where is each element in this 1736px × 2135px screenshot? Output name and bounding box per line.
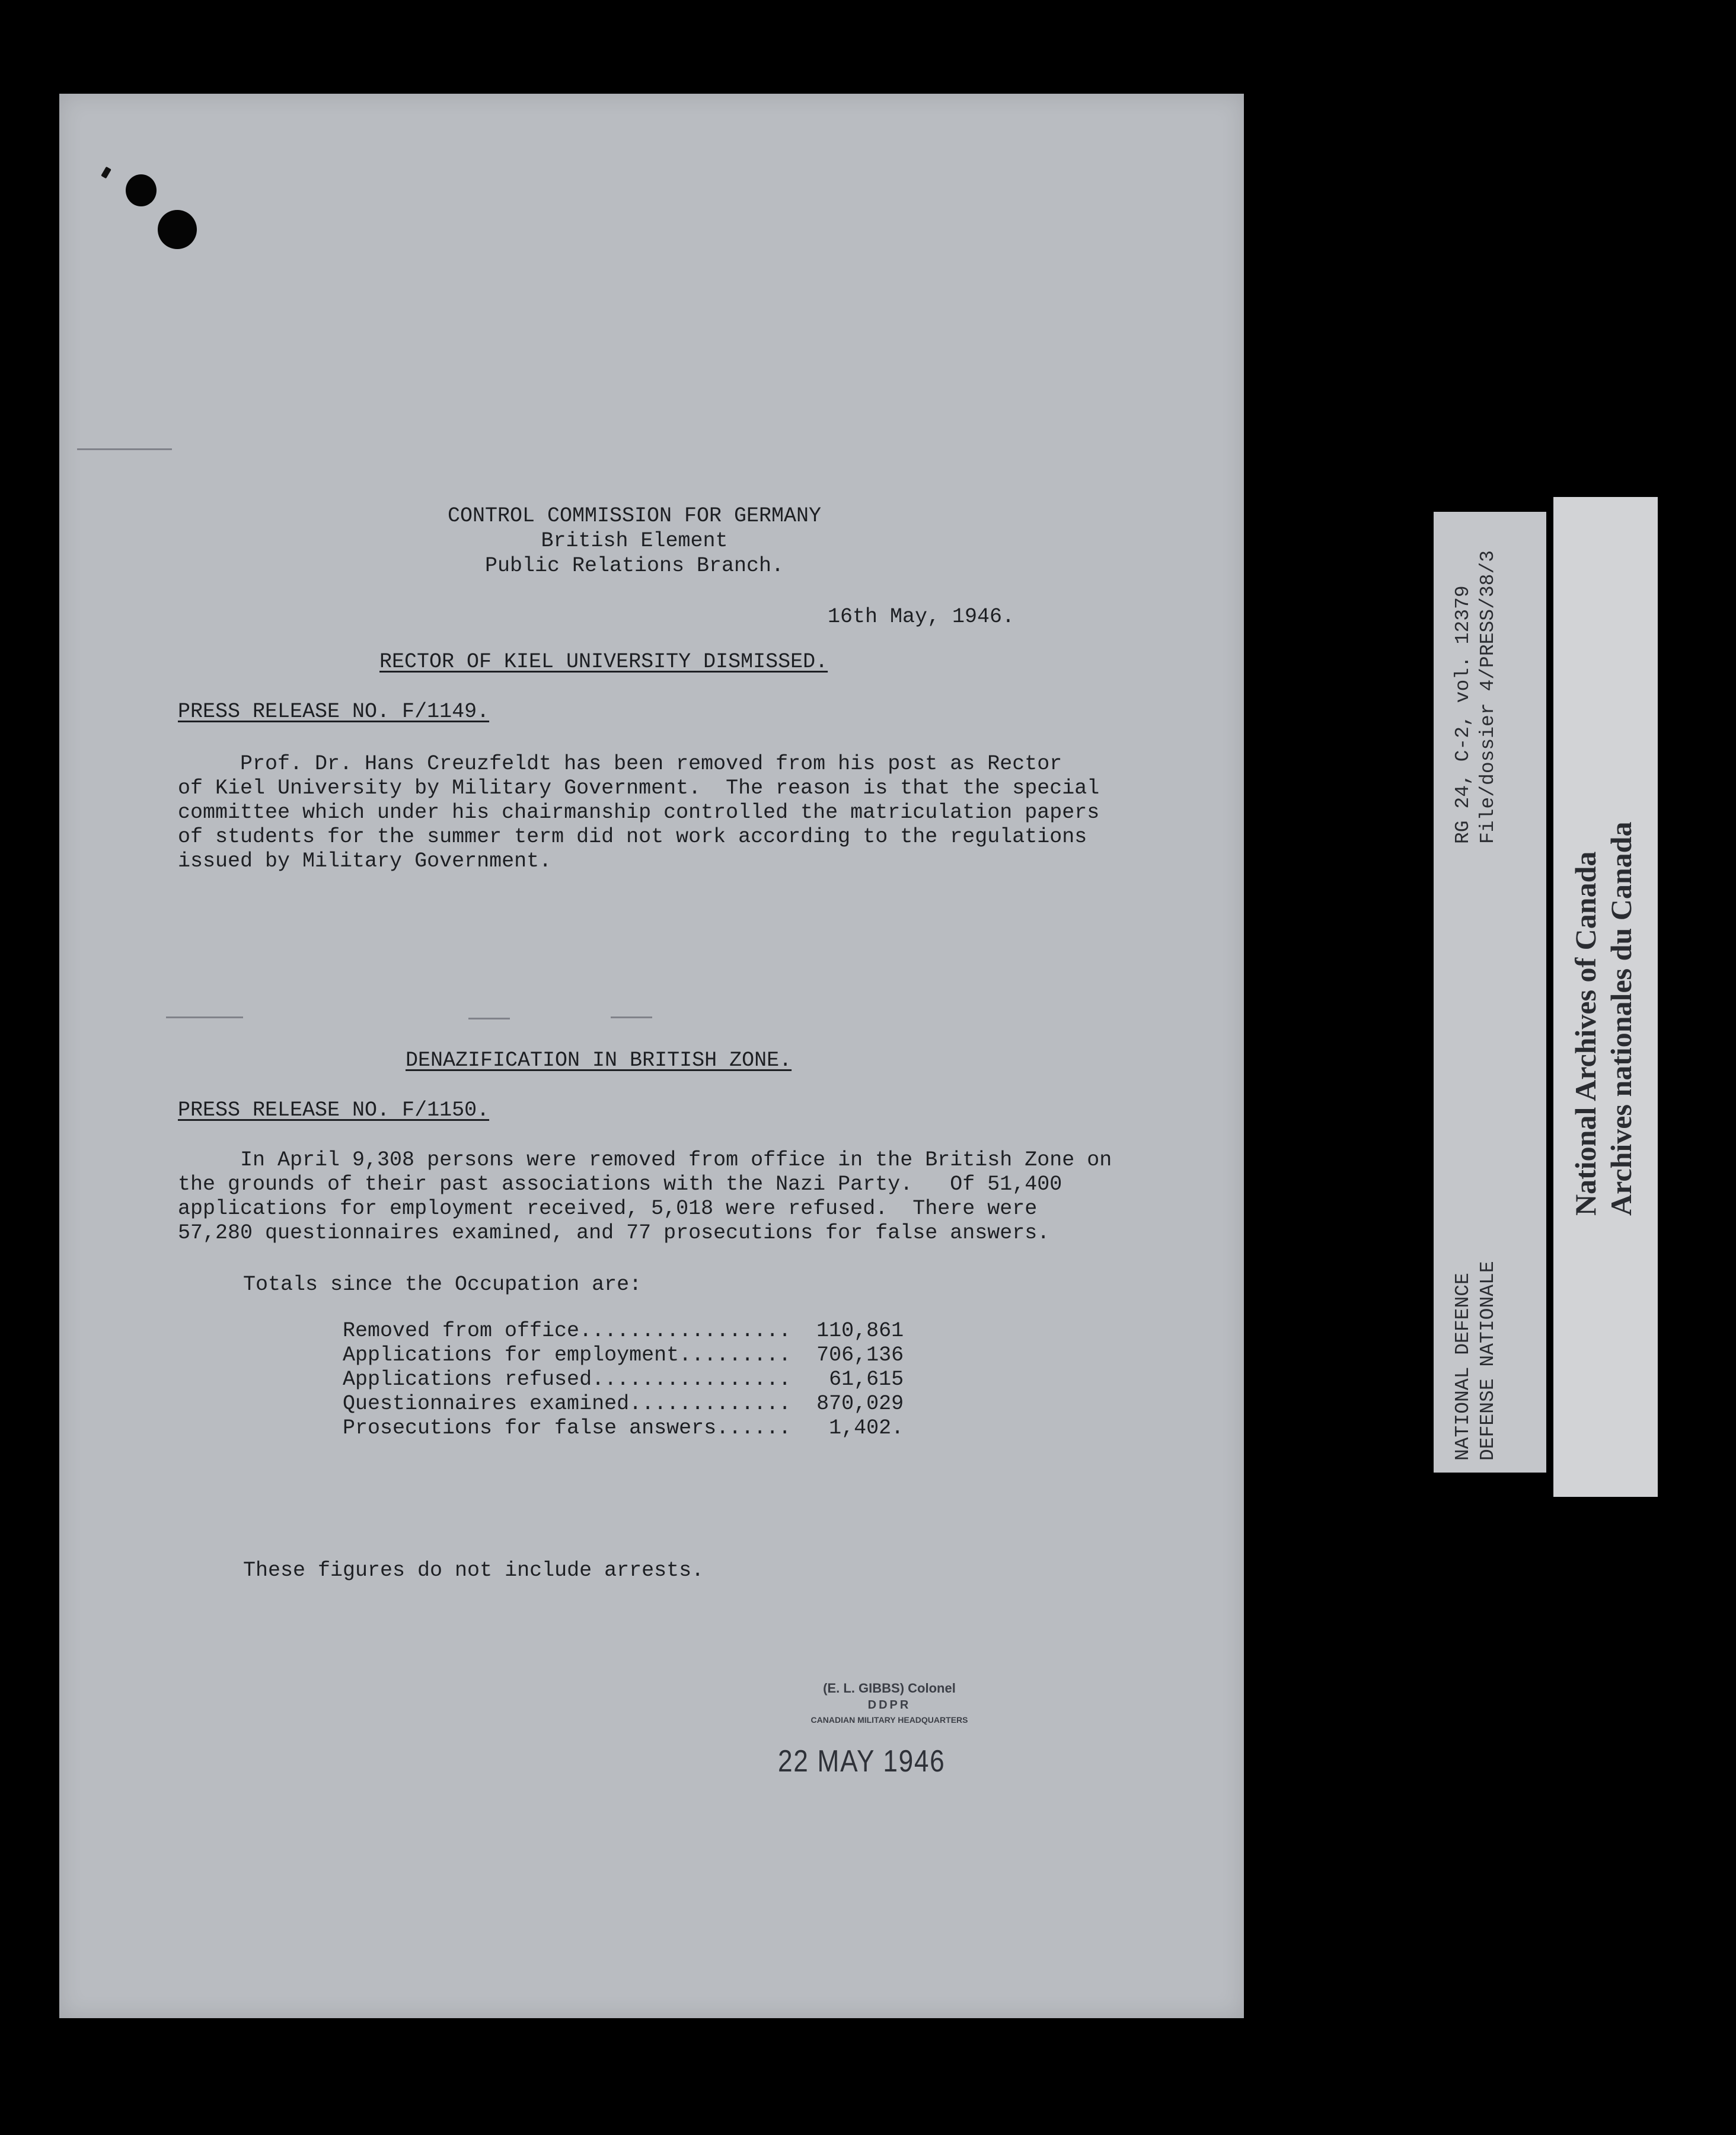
totals-value: 110,861 — [816, 1319, 904, 1343]
totals-row — [343, 1319, 904, 1343]
body-line: committee which under his chairmanship controlled the matriculation papers — [178, 801, 1100, 824]
body-line: Prof. Dr. Hans Creuzfeldt has been removed from his post as Rector — [178, 752, 1062, 776]
bleed-mark — [468, 1018, 510, 1019]
archives-en-label: National Archives of Canada — [1569, 851, 1602, 1216]
stamp-signature: (E. L. GIBBS) Colonel — [823, 1681, 956, 1696]
release2-headline: DENAZIFICATION IN BRITISH ZONE. — [406, 1049, 792, 1072]
archives-canada-strip — [1553, 497, 1658, 1497]
bleed-mark — [611, 1016, 652, 1018]
body-line: the grounds of their past associations with the Nazi Party. Of 51,400 — [178, 1172, 1062, 1196]
totals-label: Applications refused................ — [343, 1368, 792, 1391]
totals-value: 870,029 — [816, 1392, 904, 1416]
stamp-date: 22 MAY 1946 — [778, 1744, 946, 1779]
ink-mark — [101, 167, 111, 179]
archive-dept-line1: NATIONAL DEFENCE — [1452, 1273, 1474, 1461]
punch-hole-bottom — [158, 210, 197, 249]
document-page — [59, 94, 1244, 2018]
letterhead-element: British Element — [541, 529, 728, 553]
body-line: 57,280 questionnaires examined, and 77 prosecutions for false answers. — [178, 1221, 1050, 1245]
body-line: applications for employment received, 5,018 were refused. There were — [178, 1197, 1038, 1221]
body-line: In April 9,308 persons were removed from office in the British Zone on — [178, 1148, 1112, 1172]
release-date: 16th May, 1946. — [828, 605, 1015, 629]
body-line: issued by Military Government. — [178, 849, 552, 873]
totals-value: 61,615 — [829, 1368, 904, 1391]
punch-hole-top — [126, 174, 157, 206]
letterhead-branch: Public Relations Branch. — [484, 554, 784, 578]
archive-reference-strip — [1434, 512, 1546, 1473]
release1-number: PRESS RELEASE NO. F/1149. — [178, 700, 490, 724]
stamp-hq: CANADIAN MILITARY HEADQUARTERS — [810, 1715, 968, 1725]
bleed-mark — [77, 448, 172, 450]
totals-value: 706,136 — [816, 1343, 904, 1367]
totals-table — [343, 1319, 904, 1441]
totals-row — [343, 1392, 904, 1416]
archive-dept-line2: DEFENSE NATIONALE — [1477, 1261, 1499, 1461]
totals-row — [343, 1368, 904, 1392]
release2-body — [178, 1148, 1112, 1245]
letterhead-org: CONTROL COMMISSION FOR GERMANY — [447, 504, 822, 528]
totals-row — [343, 1343, 904, 1368]
totals-label: Removed from office................. — [343, 1319, 792, 1343]
totals-label: Applications for employment......... — [343, 1343, 792, 1367]
archive-reference-line2: File/dossier 4/PRESS/38/3 — [1477, 550, 1499, 844]
totals-value: 1,402. — [829, 1416, 904, 1440]
release1-headline: RECTOR OF KIEL UNIVERSITY DISMISSED. — [379, 650, 828, 674]
footnote: These figures do not include arrests. — [243, 1559, 704, 1582]
archives-fr-label: Archives nationales du Canada — [1604, 821, 1638, 1216]
body-line: of students for the summer term did not work according to the regulations — [178, 825, 1087, 849]
totals-intro: Totals since the Occupation are: — [243, 1273, 642, 1296]
archive-reference-line1: RG 24, C-2, vol. 12379 — [1452, 585, 1474, 844]
totals-label: Prosecutions for false answers...... — [343, 1416, 792, 1440]
body-line: of Kiel University by Military Government. The reason is that the special — [178, 776, 1100, 800]
bleed-mark — [166, 1016, 243, 1018]
totals-label: Questionnaires examined............. — [343, 1392, 792, 1416]
stamp-office: DDPR — [867, 1699, 911, 1712]
release2-number: PRESS RELEASE NO. F/1150. — [178, 1098, 490, 1122]
totals-row — [343, 1416, 904, 1441]
release1-body — [178, 752, 1099, 874]
